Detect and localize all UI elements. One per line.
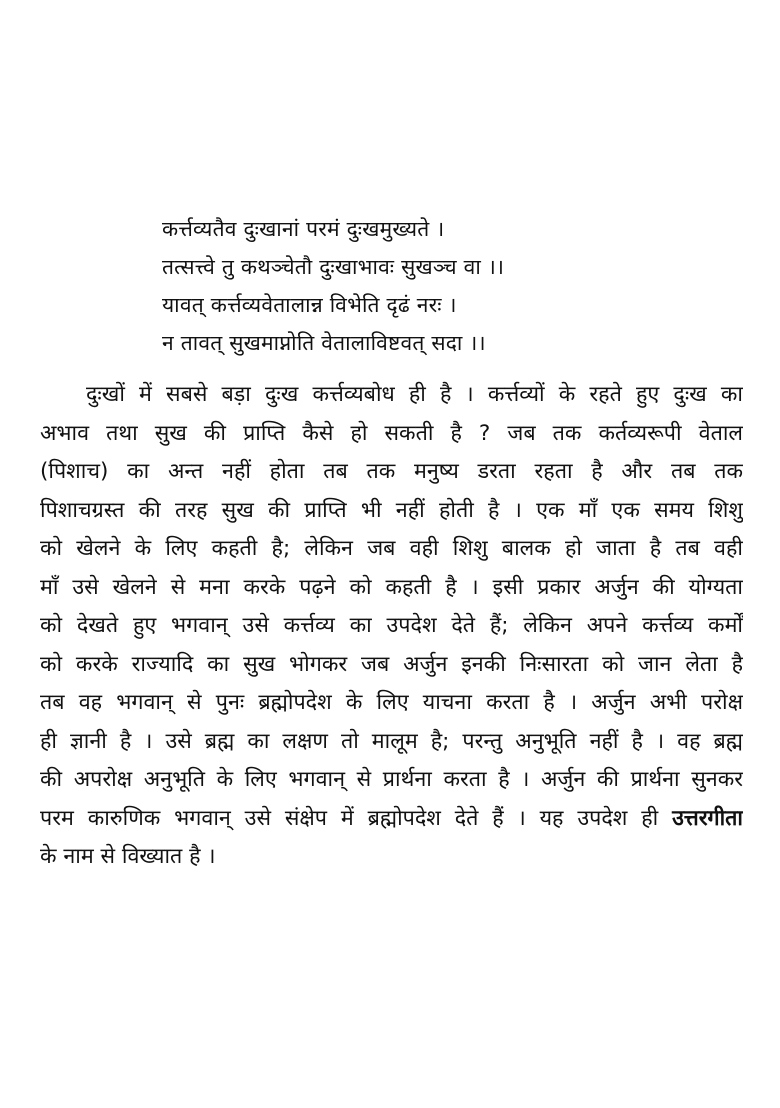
prose-line-5: को खेलने के लिए कहती है; लेकिन जब वही शिशु बालक हो जाता है तब वही <box>40 536 743 561</box>
verse-line-2: तत्सत्त्वे तु कथञ्चेतौ दुःखाभावः सुखञ्च वा ।। <box>162 255 505 279</box>
verse-line-3: यावत् कर्त्तव्यवेतालान्न विभेति दृढं नरः । <box>162 293 457 317</box>
uttargita-title-emphasis: उत्तरगीता <box>672 805 743 831</box>
hindi-commentary-paragraph <box>40 376 743 877</box>
prose-line-11: की अपरोक्ष अनुभूति के लिए भगवान् से प्रार्थना करता है । अर्जुन की प्रार्थना सुनकर <box>40 767 743 792</box>
prose-line-4: पिशाचग्रस्त की तरह सुख की प्राप्ति भी नहीं होती है । एक माँ एक समय शिशु <box>40 497 743 523</box>
verse-line-1: कर्त्तव्यतैव दुःखानां परमं दुःखमुख्यते । <box>162 217 445 241</box>
prose-line-1: दुःखों में सबसे बड़ा दुःख कर्त्तव्यबोध ही है । कर्त्तव्यों के रहते हुए दुःख का <box>86 382 743 407</box>
prose-line-7: को देखते हुए भगवान् उसे कर्त्तव्य का उपदेश देते हैं; लेकिन अपने कर्त्तव्य कर्मों <box>40 613 743 638</box>
prose-line-12-text: परम कारुणिक भगवान् उसे संक्षेप में ब्रह्मोपदेश देते हैं । यह उपदेश ही <box>40 805 673 831</box>
prose-line-6: माँ उसे खेलने से मना करके पढ़ने को कहती है । इसी प्रकार अर्जुन की योग्यता <box>40 574 743 600</box>
prose-line-10: ही ज्ञानी है । उसे ब्रह्म का लक्षण तो मालूम है; परन्तु अनुभूति नहीं है । वह ब्रह्म <box>40 728 743 754</box>
prose-line-3: (पिशाच) का अन्त नहीं होता तब तक मनुष्य डरता रहता है और तब तक <box>40 459 743 484</box>
verse-line-4: न तावत् सुखमाप्नोति वेतालाविष्टवत् सदा ।। <box>162 331 486 355</box>
prose-line-12 <box>40 800 743 839</box>
prose-line-9: तब वह भगवान् से पुनः ब्रह्मोपदेश के लिए याचना करता है । अर्जुन अभी परोक्ष <box>40 690 743 715</box>
sanskrit-verse-block <box>162 210 602 362</box>
prose-line-13: के नाम से विख्यात है । <box>40 844 216 869</box>
prose-line-8: को करके राज्यादि का सुख भोगकर जब अर्जुन इनकी निःसारता को जान लेता है <box>40 651 743 677</box>
prose-line-2: अभाव तथा सुख की प्राप्ति कैसे हो सकती है ? जब तक कर्तव्यरूपी वेताल <box>40 420 743 446</box>
